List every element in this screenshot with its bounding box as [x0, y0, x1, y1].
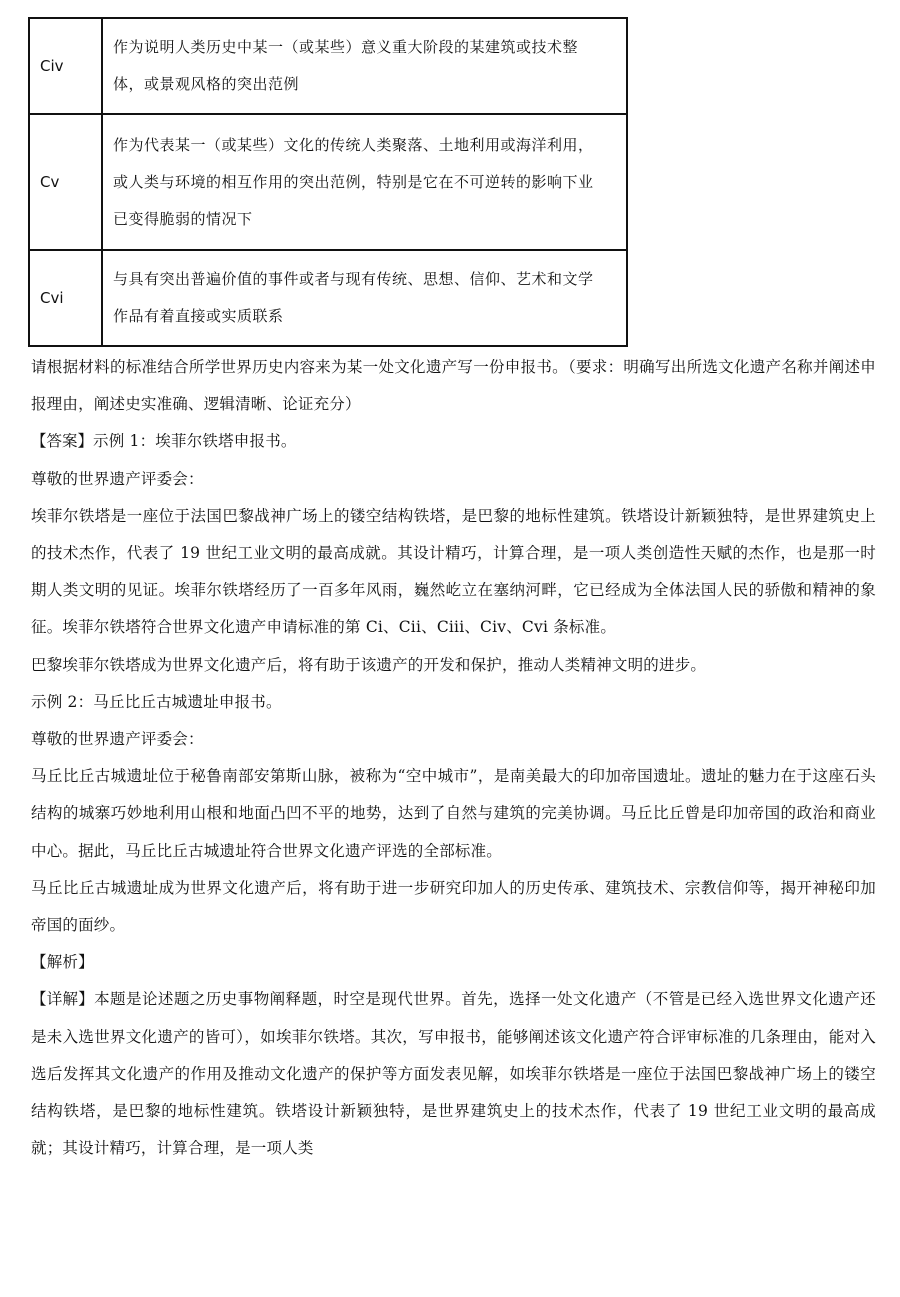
salutation-1: 尊敬的世界遗产评委会：	[31, 469, 204, 488]
criteria-row-civ	[29, 18, 627, 114]
analysis-label: 【解析】	[31, 953, 94, 972]
eiffel-closing: 巴黎埃菲尔铁塔成为世界文化遗产后，将有助于该遗产的开发和保护，推动人类精神文明的进步。	[31, 655, 707, 674]
question-text: 请根据材料的标准结合所学世界历史内容来为某一处文化遗产写一份申报书。（要求：明确写出所选文化遗产名称并阐述申报理由，阐述史实准确、逻辑清晰、论证充分）	[31, 358, 876, 414]
answer-content	[31, 349, 876, 1167]
criteria-code-cvi: Cvi	[29, 250, 102, 346]
example-2-title: 示例 2：马丘比丘古城遗址申报书。	[31, 692, 282, 711]
detail-paragraph	[31, 981, 876, 1167]
salutation-2: 尊敬的世界遗产评委会：	[31, 730, 204, 749]
answer-label: 【答案】	[31, 432, 94, 451]
machu-closing: 马丘比丘古城遗址成为世界文化遗产后，将有助于进一步研究印加人的历史传承、建筑技术、宗教信仰等，揭开神秘印加帝国的面纱。	[31, 878, 876, 935]
criteria-text-cvi: 与具有突出普遍价值的事件或者与现有传统、思想、信仰、艺术和文学作品有着直接或实质联系	[102, 250, 627, 346]
eiffel-paragraph: 埃菲尔铁塔是一座位于法国巴黎战神广场上的镂空结构铁塔，是巴黎的地标性建筑。铁塔设计新颖独特，是世界建筑史上的技术杰作，代表了 19 世纪工业文明的最高成就。其设计精巧，计算合理，是一项人类创造性天赋的杰作，也是那一时期人类文明的见证。埃菲尔铁塔经历了一百多年风雨，巍然屹立在塞纳河畔，它已经成为全体法国人民的骄傲和精神的象征。埃菲尔铁塔符合世界文化遗产申请标准的第 Ci、Cii、Ciii、Civ、Cvi 条标准。	[31, 506, 876, 637]
criteria-text-cv: 作为代表某一（或某些）文化的传统人类聚落、土地利用或海洋利用，或人类与环境的相互作用的突出范例，特别是它在不可逆转的影响下业已变得脆弱的情况下	[102, 114, 627, 250]
answer-heading	[31, 423, 876, 460]
criteria-table	[28, 17, 628, 347]
machu-paragraph: 马丘比丘古城遗址位于秘鲁南部安第斯山脉，被称为“空中城市”，是南美最大的印加帝国遗址。遗址的魅力在于这座石头结构的城寨巧妙地利用山根和地面凸凹不平的地势，达到了自然与建筑的完美协调。马丘比丘曾是印加帝国的政治和商业中心。据此，马丘比丘古城遗址符合世界文化遗产评选的全部标准。	[31, 767, 876, 860]
example-1-title: 示例 1：埃菲尔铁塔申报书。	[93, 432, 297, 451]
criteria-code-civ: Civ	[29, 18, 102, 114]
criteria-row-cv	[29, 114, 627, 250]
detail-text: 本题是论述题之历史事物阐释题，时空是现代世界。首先，选择一处文化遗产（不管是已经入选世界文化遗产还是未入选世界文化遗产的皆可），如埃菲尔铁塔。其次，写申报书，能够阐述该文化遗产符合评审标准的几条理由，能对入选后发挥其文化遗产的作用及推动文化遗产的保护等方面发表见解，如埃菲尔铁塔是一座位于法国巴黎战神广场上的镂空结构铁塔，是巴黎的地标性建筑。铁塔设计新颖独特，是世界建筑史上的技术杰作，代表了 19 世纪工业文明的最高成就；其设计精巧，计算合理，是一项人类	[31, 990, 876, 1158]
detail-label: 【详解】	[31, 990, 95, 1009]
criteria-row-cvi	[29, 250, 627, 346]
criteria-text-civ: 作为说明人类历史中某一（或某些）意义重大阶段的某建筑或技术整体，或景观风格的突出范例	[102, 18, 627, 114]
criteria-code-cv: Cv	[29, 114, 102, 250]
